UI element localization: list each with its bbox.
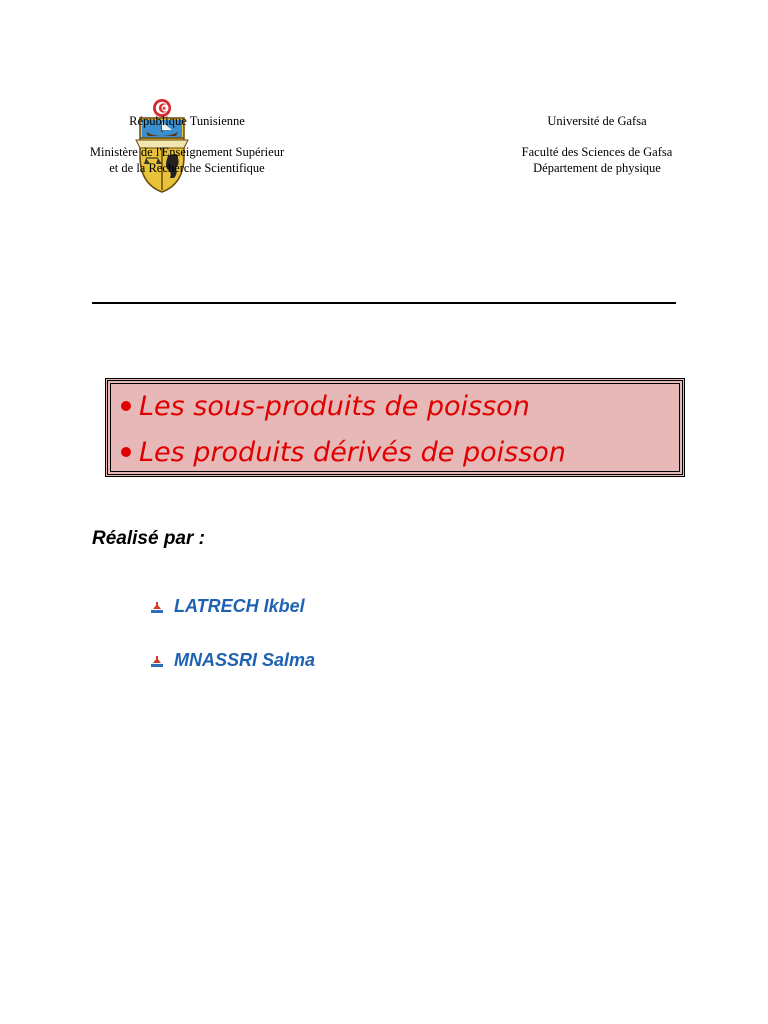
author-name: MNASSRI Salma — [174, 650, 316, 670]
title-item — [121, 391, 530, 422]
header-university: Université de Gafsa — [547, 114, 647, 128]
header-faculty: Faculté des Sciences de Gafsa — [521, 145, 673, 159]
author-item — [150, 650, 315, 671]
header-right-block — [470, 113, 724, 176]
bullet-dot-icon — [121, 401, 131, 411]
header-ministry-continued: et de la Recherche Scientifique — [109, 161, 265, 175]
header-left-block — [56, 113, 318, 176]
horizontal-divider — [92, 302, 676, 304]
title-item-text: Les produits dérivés de poisson — [139, 437, 566, 468]
title-item-text: Les sous-produits de poisson — [139, 391, 530, 422]
author-name: LATRECH Ikbel — [174, 596, 305, 616]
arrow-bullet-icon — [150, 653, 164, 667]
header-department: Département de physique — [533, 161, 661, 175]
title-box — [105, 378, 685, 477]
header-ministry: Ministère de l'Enseignement Supérieur — [89, 145, 285, 159]
header-republic: République Tunisienne — [129, 114, 245, 128]
author-item — [150, 596, 305, 617]
bullet-dot-icon — [121, 447, 131, 457]
title-item — [121, 437, 566, 468]
authors-label: Réalisé par : — [92, 528, 205, 549]
arrow-bullet-icon — [150, 599, 164, 613]
